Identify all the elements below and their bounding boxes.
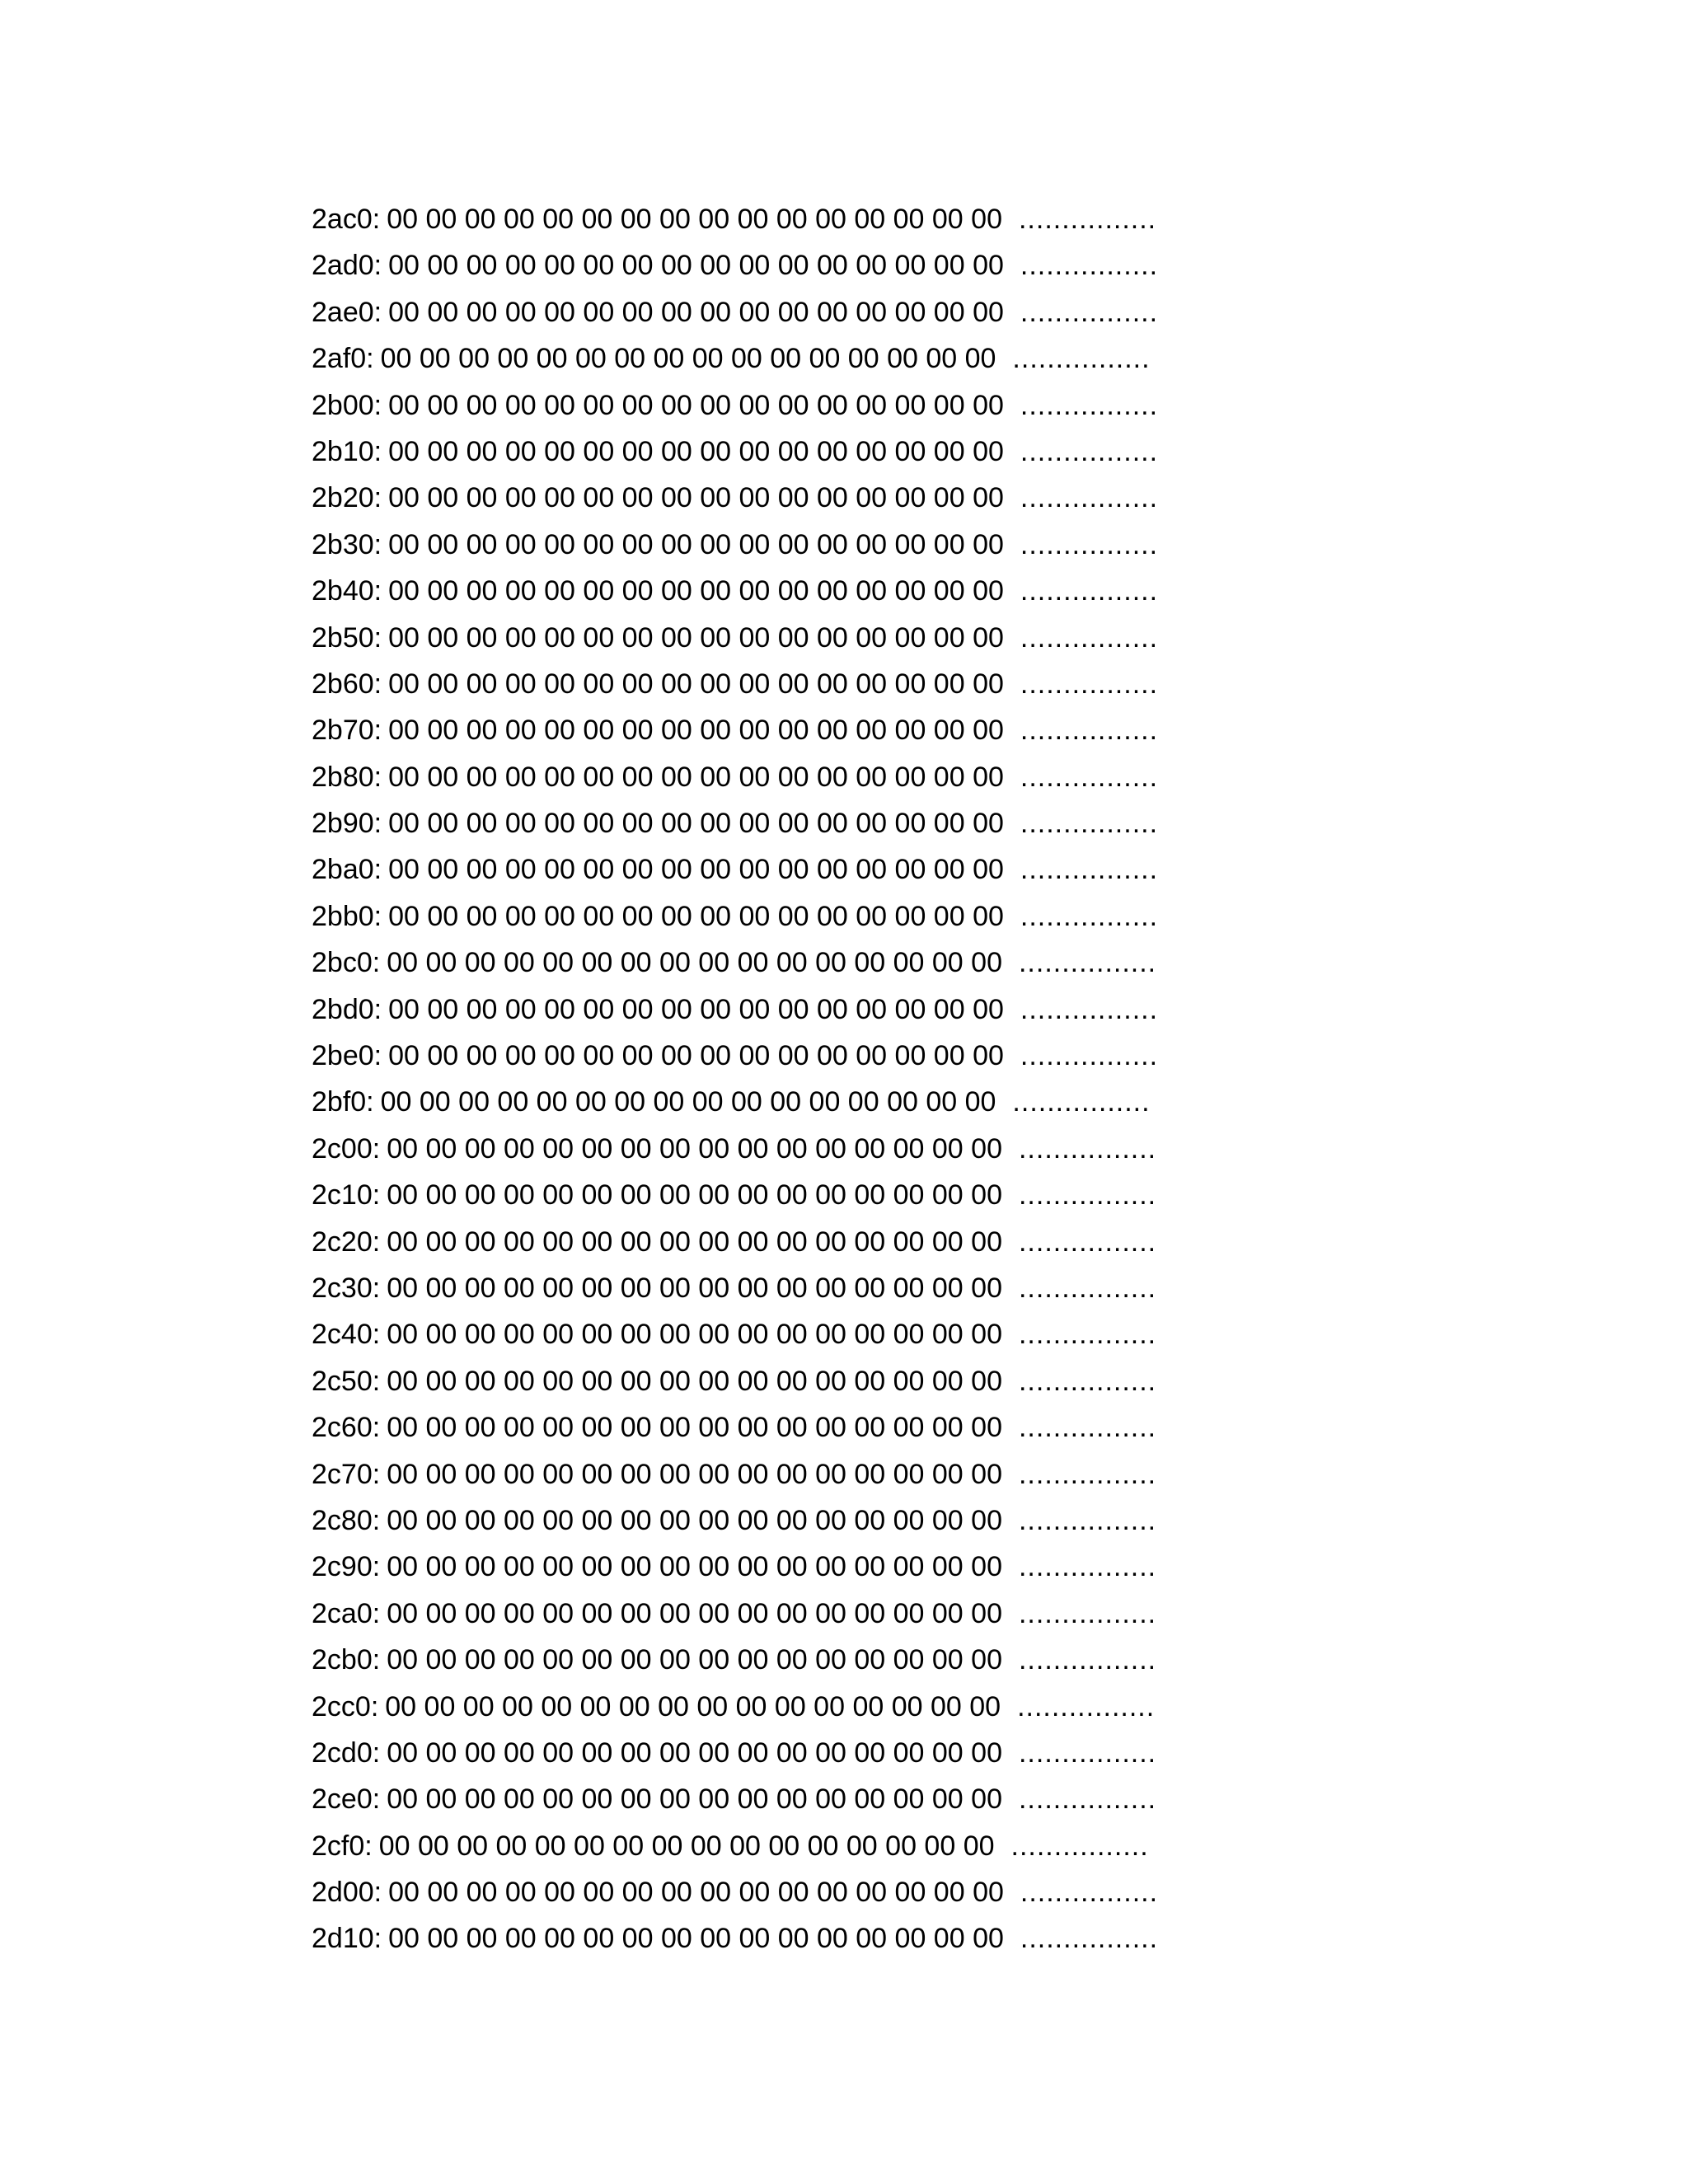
hex-dump-line [312,1823,1301,1869]
hex-dump-address: 2c50: [312,1365,381,1397]
hex-dump-ascii: ................ [1018,1597,1157,1629]
hex-dump-line [312,846,1301,893]
hex-dump-bytes: 00 00 00 00 00 00 00 00 00 00 00 00 00 00 00 00 [378,1830,995,1862]
hex-dump-address: 2be0: [312,1040,382,1072]
hex-dump-address: 2d10: [312,1923,382,1955]
hex-dump-line [312,1219,1301,1265]
hex-dump-address: 2c60: [312,1412,381,1444]
hex-dump-line [312,1033,1301,1079]
hex-dump-address: 2cf0: [312,1830,373,1862]
hex-dump-bytes: 00 00 00 00 00 00 00 00 00 00 00 00 00 00 00 00 [387,1504,1002,1536]
hex-dump-line [312,661,1301,707]
hex-dump-bytes: 00 00 00 00 00 00 00 00 00 00 00 00 00 00 00 00 [387,1412,1002,1444]
hex-dump-ascii: ................ [1020,389,1159,421]
hex-dump-ascii: ................ [1018,1179,1157,1212]
hex-dump-ascii: ................ [1018,1644,1157,1676]
hex-dump-address: 2ca0: [312,1597,381,1629]
hex-dump-bytes: 00 00 00 00 00 00 00 00 00 00 00 00 00 00 00 00 [388,808,1004,840]
hex-dump [312,196,1301,1962]
hex-dump-ascii: ................ [1018,947,1157,979]
hex-dump-address: 2b80: [312,761,382,793]
hex-dump-bytes: 00 00 00 00 00 00 00 00 00 00 00 00 00 00 00 00 [388,761,1004,793]
hex-dump-bytes: 00 00 00 00 00 00 00 00 00 00 00 00 00 00 00 00 [387,1458,1002,1490]
hex-dump-bytes: 00 00 00 00 00 00 00 00 00 00 00 00 00 00 00 00 [387,947,1002,979]
hex-dump-line [312,475,1301,521]
hex-dump-ascii: ................ [1018,1551,1157,1583]
hex-dump-line [312,1684,1301,1730]
hex-dump-address: 2ce0: [312,1783,381,1816]
hex-dump-ascii: ................ [1020,1923,1159,1955]
hex-dump-bytes: 00 00 00 00 00 00 00 00 00 00 00 00 00 00 00 00 [387,1783,1002,1816]
hex-dump-line [312,1497,1301,1544]
hex-dump-ascii: ................ [1018,1412,1157,1444]
hex-dump-bytes: 00 00 00 00 00 00 00 00 00 00 00 00 00 00 00 00 [387,1319,1002,1351]
hex-dump-address: 2c90: [312,1551,381,1583]
hex-dump-line [312,754,1301,800]
hex-dump-line [312,1637,1301,1683]
hex-dump-ascii: ................ [1020,1877,1159,1909]
hex-dump-address: 2b70: [312,715,382,747]
hex-dump-address: 2af0: [312,343,374,375]
hex-dump-line [312,1358,1301,1404]
hex-dump-ascii: ................ [1018,1783,1157,1816]
hex-dump-bytes: 00 00 00 00 00 00 00 00 00 00 00 00 00 00 00 00 [388,1923,1004,1955]
hex-dump-address: 2b90: [312,808,382,840]
hex-dump-line [312,522,1301,568]
hex-dump-address: 2ac0: [312,204,381,235]
hex-dump-line [312,1730,1301,1776]
hex-dump-address: 2b00: [312,389,382,421]
hex-dump-line [312,1776,1301,1822]
hex-dump-line [312,429,1301,475]
hex-dump-address: 2c10: [312,1179,381,1212]
hex-dump-line [312,242,1301,288]
hex-dump-bytes: 00 00 00 00 00 00 00 00 00 00 00 00 00 00 00 00 [387,1179,1002,1212]
hex-dump-address: 2bc0: [312,947,381,979]
hex-dump-bytes: 00 00 00 00 00 00 00 00 00 00 00 00 00 00 00 00 [388,575,1004,607]
hex-dump-line [312,1869,1301,1915]
hex-dump-address: 2bd0: [312,993,382,1025]
hex-dump-bytes: 00 00 00 00 00 00 00 00 00 00 00 00 00 00 00 00 [388,389,1004,421]
hex-dump-address: 2b10: [312,435,382,467]
hex-dump-line [312,800,1301,846]
hex-dump-ascii: ................ [1018,1132,1157,1165]
hex-dump-address: 2b60: [312,668,382,700]
hex-dump-line [312,893,1301,940]
hex-dump-ascii: ................ [1012,1086,1151,1118]
hex-dump-address: 2c20: [312,1226,381,1258]
hex-dump-ascii: ................ [1018,1319,1157,1351]
hex-dump-address: 2c00: [312,1132,381,1165]
hex-dump-ascii: ................ [1020,296,1159,328]
hex-dump-address: 2b50: [312,621,382,654]
hex-dump-ascii: ................ [1020,621,1159,654]
hex-dump-ascii: ................ [1020,900,1159,932]
hex-dump-bytes: 00 00 00 00 00 00 00 00 00 00 00 00 00 00 00 00 [388,528,1004,560]
hex-dump-bytes: 00 00 00 00 00 00 00 00 00 00 00 00 00 00 00 00 [387,1226,1002,1258]
hex-dump-ascii: ................ [1018,1736,1157,1769]
hex-dump-address: 2c30: [312,1272,381,1304]
hex-dump-bytes: 00 00 00 00 00 00 00 00 00 00 00 00 00 00 00 00 [385,1690,1001,1722]
hex-dump-bytes: 00 00 00 00 00 00 00 00 00 00 00 00 00 00 00 00 [388,621,1004,654]
hex-dump-line [312,382,1301,429]
hex-dump-ascii: ................ [1018,1226,1157,1258]
hex-dump-bytes: 00 00 00 00 00 00 00 00 00 00 00 00 00 00 00 00 [387,1132,1002,1165]
hex-dump-ascii: ................ [1018,1458,1157,1490]
hex-dump-address: 2c70: [312,1458,381,1490]
hex-dump-ascii: ................ [1020,435,1159,467]
hex-dump-address: 2bf0: [312,1086,374,1118]
hex-dump-address: 2cb0: [312,1644,381,1676]
hex-dump-ascii: ................ [1018,1504,1157,1536]
hex-dump-line [312,707,1301,753]
hex-dump-ascii: ................ [1020,715,1159,747]
hex-dump-line [312,568,1301,614]
hex-dump-address: 2c80: [312,1504,381,1536]
hex-dump-ascii: ................ [1017,1690,1156,1722]
hex-dump-bytes: 00 00 00 00 00 00 00 00 00 00 00 00 00 00 00 00 [380,1086,996,1118]
hex-dump-ascii: ................ [1020,1040,1159,1072]
hex-dump-bytes: 00 00 00 00 00 00 00 00 00 00 00 00 00 00 00 00 [387,1736,1002,1769]
hex-dump-ascii: ................ [1020,575,1159,607]
hex-dump-address: 2ba0: [312,854,382,886]
hex-dump-address: 2b30: [312,528,382,560]
hex-dump-line [312,1126,1301,1172]
hex-dump-ascii: ................ [1020,668,1159,700]
hex-dump-line [312,1265,1301,1311]
hex-dump-bytes: 00 00 00 00 00 00 00 00 00 00 00 00 00 00 00 00 [388,1040,1004,1072]
hex-dump-bytes: 00 00 00 00 00 00 00 00 00 00 00 00 00 00 00 00 [388,900,1004,932]
hex-dump-address: 2d00: [312,1877,382,1909]
hex-dump-line [312,289,1301,335]
hex-dump-line [312,615,1301,661]
hex-dump-ascii: ................ [1020,808,1159,840]
hex-dump-line [312,1404,1301,1451]
hex-dump-line [312,1172,1301,1218]
hex-dump-ascii: ................ [1018,204,1157,235]
hex-dump-address: 2cc0: [312,1690,379,1722]
hex-dump-bytes: 00 00 00 00 00 00 00 00 00 00 00 00 00 00 00 00 [388,482,1004,514]
hex-dump-line [312,1915,1301,1961]
hex-dump-bytes: 00 00 00 00 00 00 00 00 00 00 00 00 00 00 00 00 [388,668,1004,700]
hex-dump-line [312,335,1301,382]
hex-dump-line [312,987,1301,1033]
hex-dump-ascii: ................ [1018,1365,1157,1397]
hex-dump-ascii: ................ [1012,343,1151,375]
hex-dump-bytes: 00 00 00 00 00 00 00 00 00 00 00 00 00 00 00 00 [387,1365,1002,1397]
hex-dump-line [312,1544,1301,1590]
hex-dump-address: 2ad0: [312,250,382,282]
hex-dump-address: 2c40: [312,1319,381,1351]
hex-dump-ascii: ................ [1020,528,1159,560]
hex-dump-bytes: 00 00 00 00 00 00 00 00 00 00 00 00 00 00 00 00 [387,1551,1002,1583]
hex-dump-bytes: 00 00 00 00 00 00 00 00 00 00 00 00 00 00 00 00 [388,715,1004,747]
hex-dump-ascii: ................ [1020,250,1159,282]
hex-dump-bytes: 00 00 00 00 00 00 00 00 00 00 00 00 00 00 00 00 [388,435,1004,467]
hex-dump-bytes: 00 00 00 00 00 00 00 00 00 00 00 00 00 00 00 00 [388,250,1004,282]
hex-dump-bytes: 00 00 00 00 00 00 00 00 00 00 00 00 00 00 00 00 [388,993,1004,1025]
hex-dump-bytes: 00 00 00 00 00 00 00 00 00 00 00 00 00 00 00 00 [388,854,1004,886]
hex-dump-bytes: 00 00 00 00 00 00 00 00 00 00 00 00 00 00 00 00 [387,1272,1002,1304]
hex-dump-line [312,1079,1301,1125]
hex-dump-line [312,1311,1301,1357]
hex-dump-bytes: 00 00 00 00 00 00 00 00 00 00 00 00 00 00 00 00 [388,296,1004,328]
hex-dump-bytes: 00 00 00 00 00 00 00 00 00 00 00 00 00 00 00 00 [388,1877,1004,1909]
hex-dump-address: 2ae0: [312,296,382,328]
hex-dump-address: 2b40: [312,575,382,607]
hex-dump-line [312,940,1301,986]
hex-dump-bytes: 00 00 00 00 00 00 00 00 00 00 00 00 00 00 00 00 [380,343,996,375]
hex-dump-ascii: ................ [1010,1830,1149,1862]
hex-dump-line [312,1591,1301,1637]
hex-dump-ascii: ................ [1020,482,1159,514]
hex-dump-ascii: ................ [1020,993,1159,1025]
hex-dump-bytes: 00 00 00 00 00 00 00 00 00 00 00 00 00 00 00 00 [387,1597,1002,1629]
hex-dump-address: 2b20: [312,482,382,514]
hex-dump-ascii: ................ [1020,761,1159,793]
hex-dump-ascii: ................ [1018,1272,1157,1304]
hex-dump-address: 2cd0: [312,1736,381,1769]
hex-dump-bytes: 00 00 00 00 00 00 00 00 00 00 00 00 00 00 00 00 [387,1644,1002,1676]
hex-dump-address: 2bb0: [312,900,382,932]
hex-dump-ascii: ................ [1020,854,1159,886]
hex-dump-bytes: 00 00 00 00 00 00 00 00 00 00 00 00 00 00 00 00 [387,204,1002,235]
hex-dump-line [312,196,1301,242]
hex-dump-line [312,1451,1301,1497]
